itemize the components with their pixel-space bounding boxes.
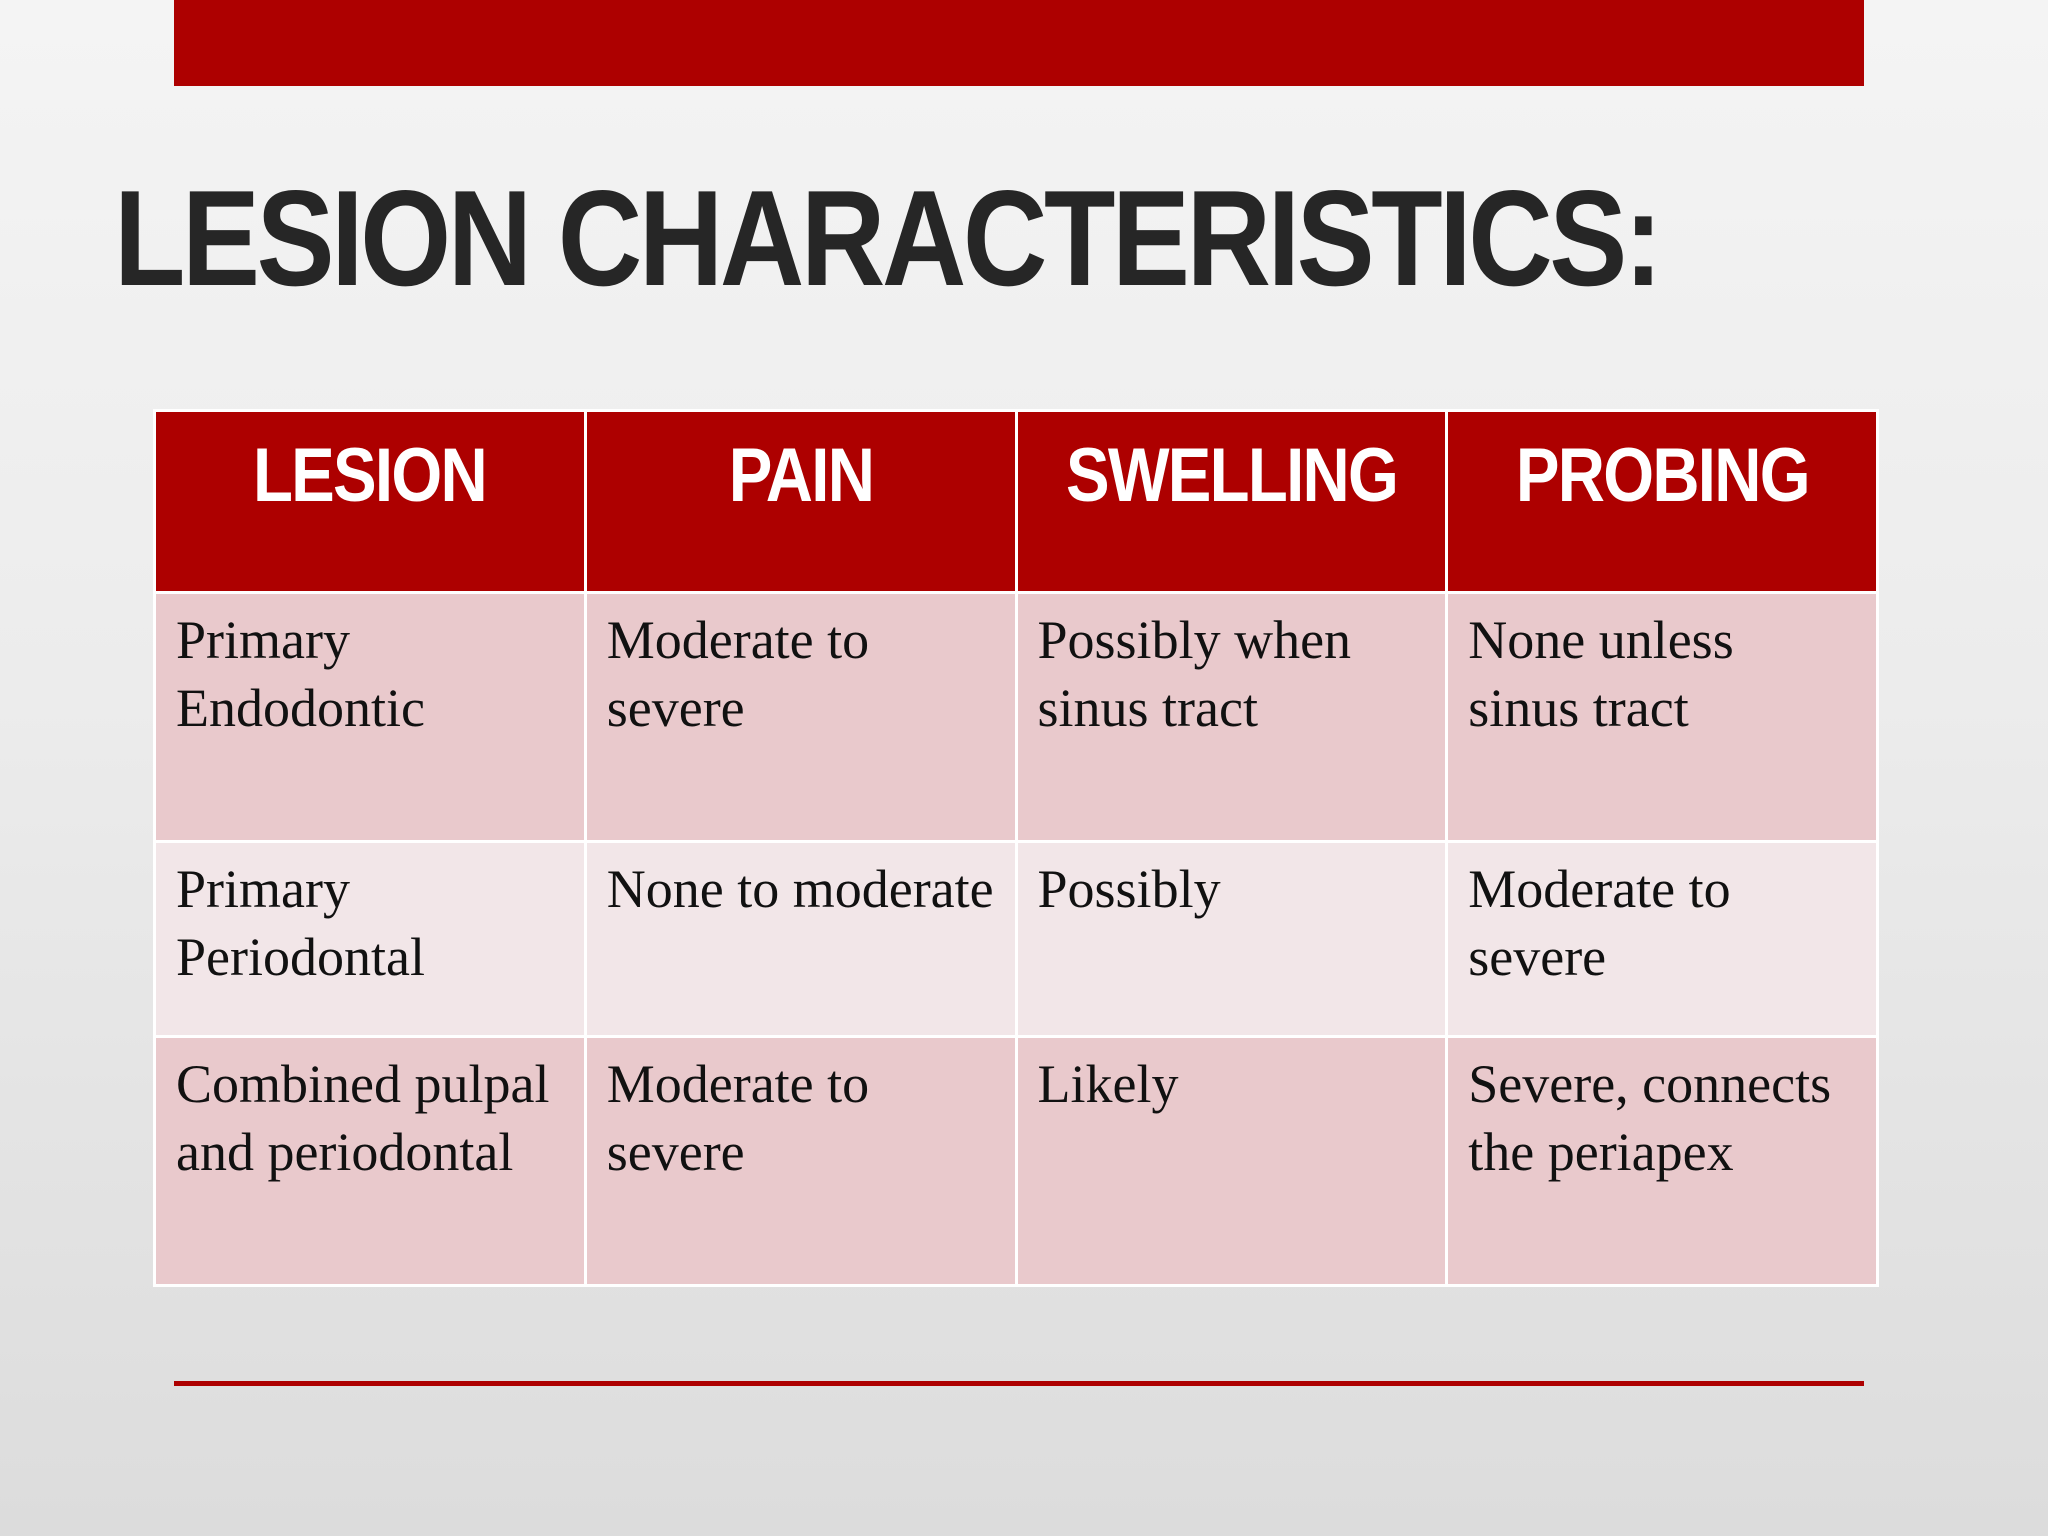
cell-swelling: Possibly when sinus tract: [1016, 593, 1447, 842]
cell-pain: Moderate to severe: [585, 1037, 1016, 1286]
cell-pain: None to moderate: [585, 842, 1016, 1037]
bottom-accent-rule: [174, 1381, 1864, 1386]
top-accent-bar: [174, 0, 1864, 86]
table-row: [155, 842, 1878, 1037]
cell-swelling: Likely: [1016, 1037, 1447, 1286]
table-row: [155, 1037, 1878, 1286]
table-row: [155, 593, 1878, 842]
cell-pain: Moderate to severe: [585, 593, 1016, 842]
header-swelling: SWELLING: [1016, 411, 1447, 593]
cell-swelling: Possibly: [1016, 842, 1447, 1037]
lesion-characteristics-table: [153, 409, 1879, 1287]
cell-probing: Severe, connects the periapex: [1447, 1037, 1878, 1286]
cell-lesion: Primary Endodontic: [155, 593, 586, 842]
cell-probing: None unless sinus tract: [1447, 593, 1878, 842]
header-pain: PAIN: [585, 411, 1016, 593]
cell-lesion: Primary Periodontal: [155, 842, 586, 1037]
header-lesion: LESION: [155, 411, 586, 593]
header-probing: PROBING: [1447, 411, 1878, 593]
cell-probing: Moderate to severe: [1447, 842, 1878, 1037]
slide-title: LESION CHARACTERISTICS:: [114, 162, 1660, 314]
cell-lesion: Combined pulpal and periodontal: [155, 1037, 586, 1286]
lesion-table-container: [153, 409, 1879, 1287]
table-header-row: [155, 411, 1878, 593]
